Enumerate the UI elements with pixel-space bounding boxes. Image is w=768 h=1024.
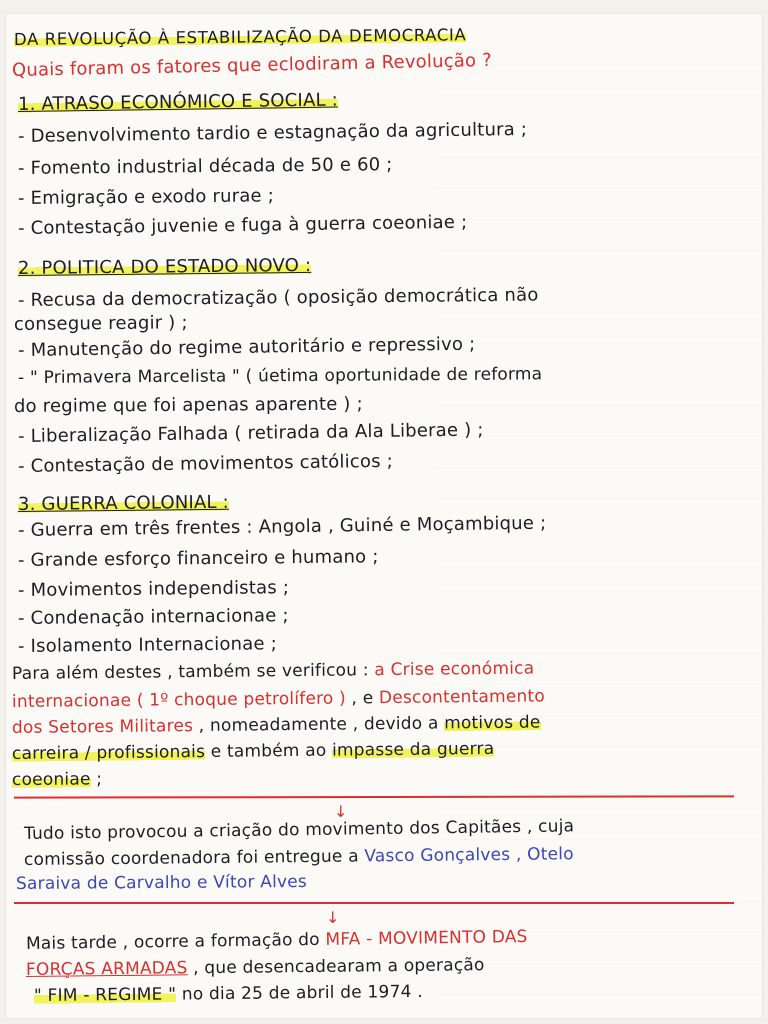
section3-item: - Grande esforço financeiro e humano ; [17,546,379,571]
section2-item: - Manutenção do regime autoritário e repressivo ; [17,333,476,361]
section1-item: - Contestação juvenie e fuga à guerra coeoniae ; [17,211,468,239]
para1-red-text: dos Setores Militares [11,716,194,738]
para1-highlight-text: coeoniae [11,769,91,790]
para2-line: Tudo isto provocou a criação do movimento dos Capitães , cuja [23,816,575,844]
section2-item-cont: consegue reagir ) ; [13,312,188,335]
para1-text: ; [90,769,103,790]
para1-line [12,739,494,764]
para1-highlight-text: impasse da guerra [331,738,495,761]
section1-item: - Fomento industrial década de 50 e 60 ; [17,154,393,179]
section3-fronts-label: - Guerra em três frentes : [17,516,259,541]
page-title-text: DA REVOLUÇÃO À ESTABILIZAÇÃO DA DEMOCRACIA [13,25,467,49]
question: Quais foram os fatores que eclodiram a Revolução ? [11,49,493,81]
section2-heading [18,255,311,279]
section3-heading [18,492,229,515]
para2-text: comissão coordenadora foi entregue a [23,846,365,870]
para1-highlight-text: motivos de [444,712,541,734]
section1-heading [18,90,338,115]
section2-heading-text: 2. POLITICA DO ESTADO NOVO : [17,254,312,279]
para1-text: e também ao [205,740,333,762]
section3-fronts-list: Angola , Guiné e Moçambique ; [258,512,547,538]
para1-line [12,769,102,790]
para1-text: , nomeadamente , devido a [193,713,445,737]
para3-text: no dia 25 de abril de 1974 . [176,981,423,1005]
section1-item: - Emigração e exodo rurae ; [17,185,275,209]
para1-red-text: Descontentamento [378,686,546,709]
para3-red-text: MFA - MOVIMENTO DAS [325,926,528,950]
section3-heading-text: 3. GUERRA COLONIAL : [17,491,230,515]
section3-item: - Isolamento Internacionae ; [17,633,278,657]
page-title [14,25,467,49]
section1-item: - Desenvolvimento tardio e estagnação da agricultura ; [17,118,528,147]
para2-blue-text: Vasco Gonçalves , Otelo [364,844,574,867]
para2-line: Saraiva de Carvalho e Vítor Alves [15,871,308,894]
para3-line [34,982,423,1006]
section2-item-cont: do regime que foi apenas aparente ) ; [13,393,363,417]
section1-heading-text: 1. ATRASO ECONÓMICO E SOCIAL : [17,89,339,115]
para3-text: , que desencadearam a operação [187,955,485,979]
para1-red-text: a Crise económica [374,658,535,681]
section2-item: - Recusa da democratização ( oposição democrática não [17,284,539,311]
notebook-page [6,14,762,1018]
down-arrow-icon: ↓ [326,908,340,927]
para3-red-text: FORÇAS ARMADAS [25,958,188,980]
section2-item: - Contestação de movimentos católicos ; [17,450,394,477]
para3-text: Mais tarde , ocorre a formação do [25,929,326,954]
section3-item: - Movimentos independistas ; [17,577,290,601]
para1-red-text: internacionae ( 1º choque petrolífero ) [11,688,347,712]
section2-item: - Liberalização Falhada ( retirada da Ala Liberae ) ; [17,419,484,447]
para1-highlight-text: carreira / profissionais [11,741,206,764]
para1-text: Para além destes , também se verificou : [11,660,375,684]
section2-item: - " Primavera Marcelista " ( úetima oportunidade de reforma [17,364,543,388]
section3-item: - Condenação internacionae ; [17,605,289,629]
para3-highlight-text: " FIM - REGIME " [33,984,177,1006]
separator-line [14,902,734,904]
para1-text: , e [345,688,380,709]
down-arrow-icon: ↓ [334,802,348,821]
para3-line [26,955,485,980]
